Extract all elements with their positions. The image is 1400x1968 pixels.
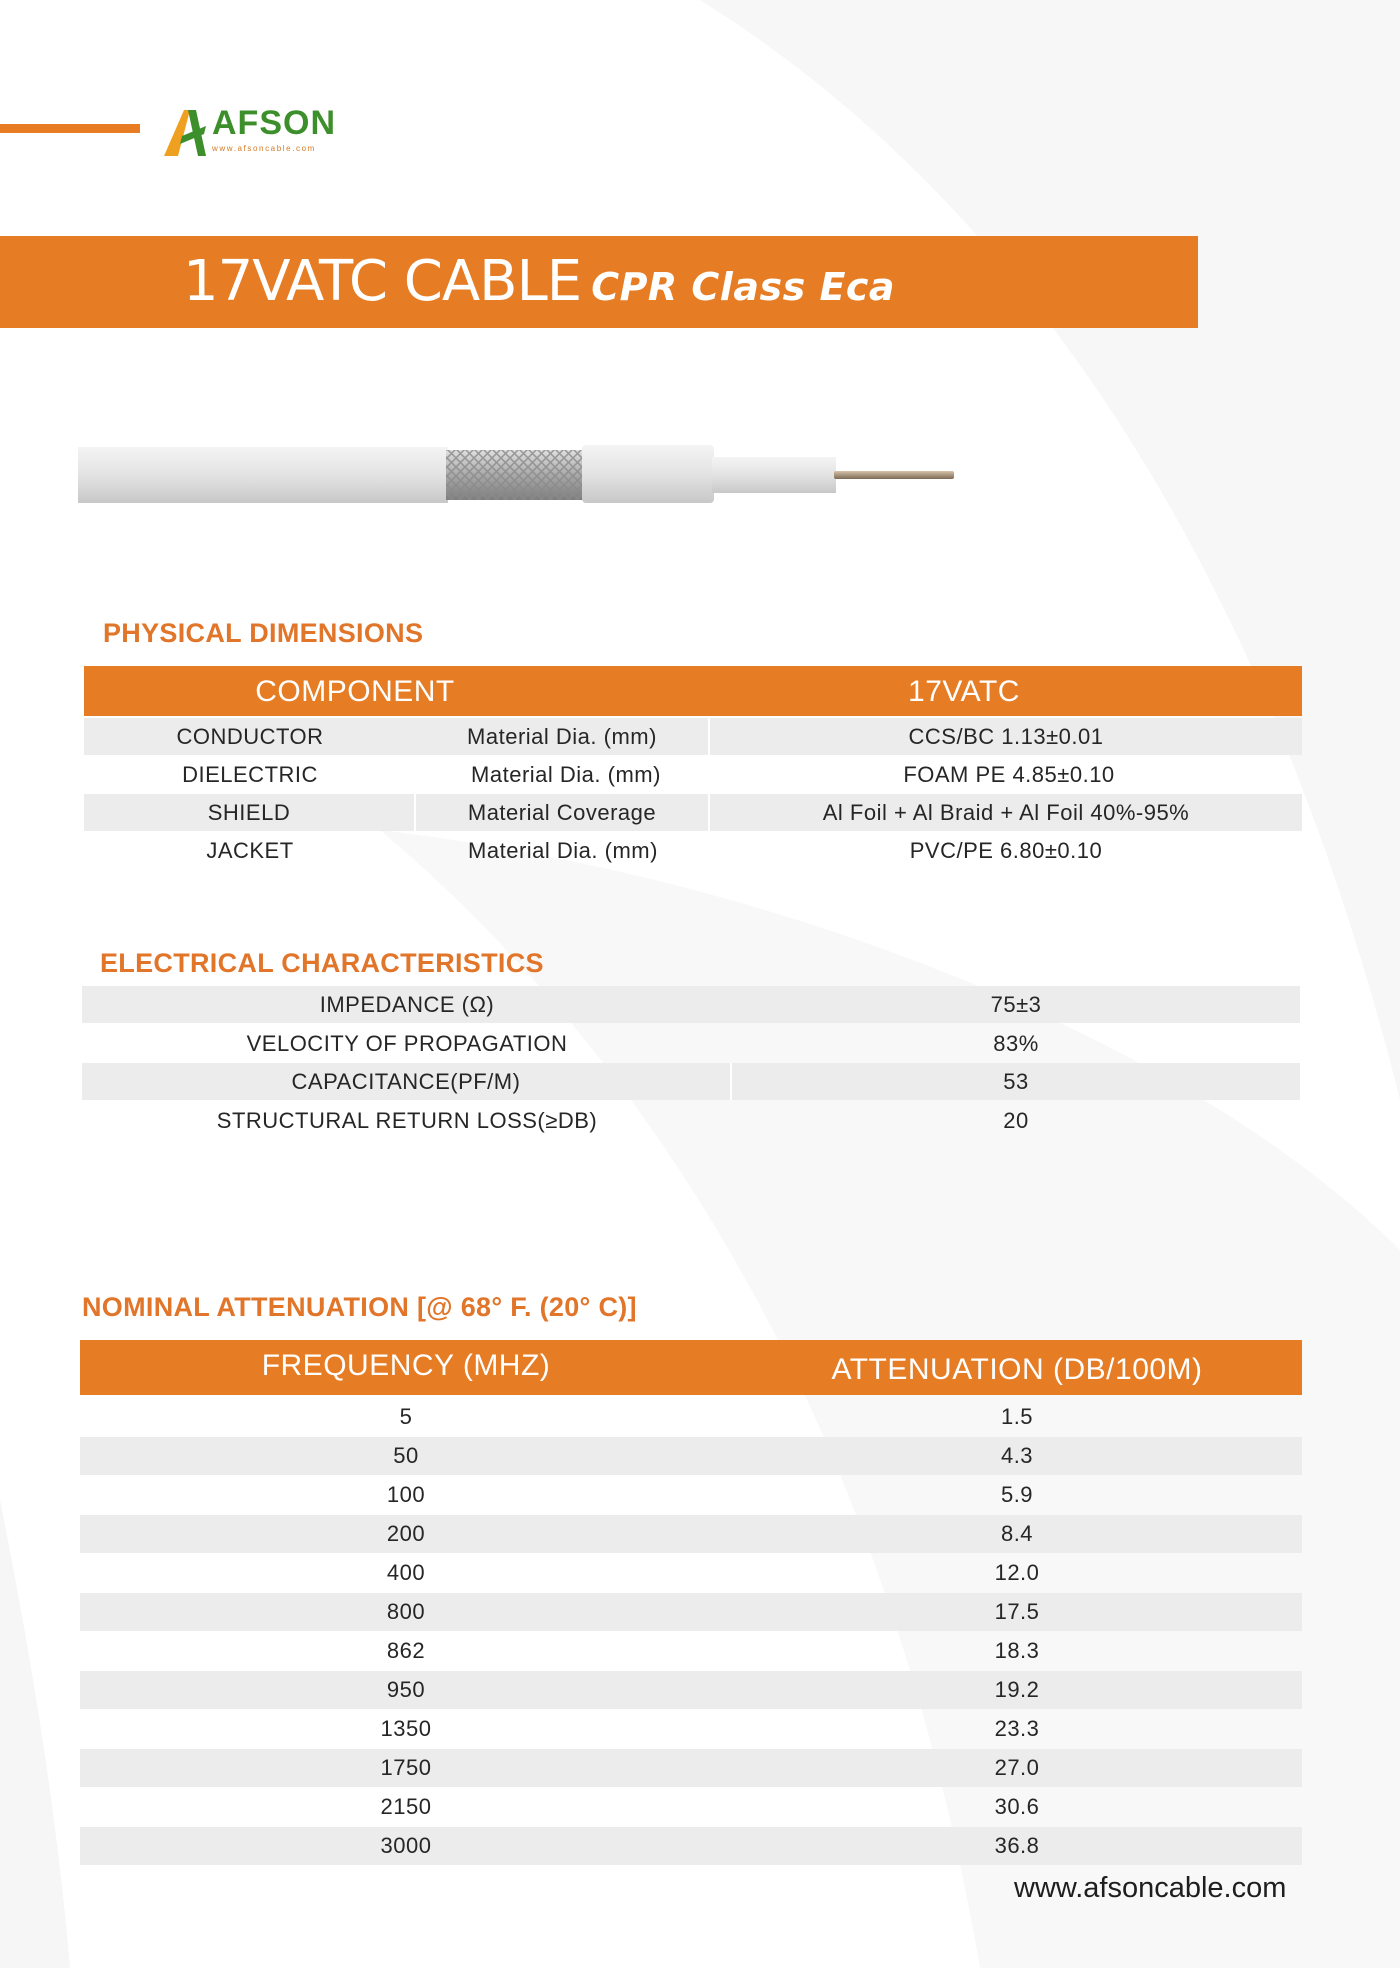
table-row — [80, 1398, 1302, 1436]
attenuation-value: 23.3 — [994, 1716, 1040, 1741]
frequency-value: 2150 — [380, 1794, 432, 1819]
table-row — [80, 1515, 1302, 1553]
frequency-value: 3000 — [380, 1833, 432, 1858]
table-row — [80, 1554, 1302, 1592]
product-name: 17VATC CABLE — [183, 249, 582, 314]
table-row — [84, 756, 1302, 793]
outer-jacket — [78, 447, 448, 503]
center-conductor — [834, 471, 954, 479]
table-row — [82, 1063, 1300, 1100]
table-row — [80, 1710, 1302, 1748]
component-value: FOAM PE 4.85±0.10 — [903, 761, 1115, 787]
brand-logo[interactable] — [160, 106, 336, 158]
physical-dimensions-title: PHYSICAL DIMENSIONS — [103, 618, 424, 648]
table-row — [80, 1671, 1302, 1709]
frequency-value: 862 — [386, 1638, 426, 1663]
logo-website: www.afsoncable.com — [212, 144, 316, 153]
nominal-attenuation-title: NOMINAL ATTENUATION [@ 68° F. (20° C)] — [82, 1292, 637, 1322]
table-row — [84, 794, 1302, 831]
component-property: Material Coverage — [416, 794, 710, 831]
table-row — [82, 1102, 1300, 1140]
component-property: Material Dia. (mm) — [471, 761, 661, 787]
table-row — [82, 986, 1300, 1023]
frequency-value: 950 — [386, 1677, 426, 1702]
frequency-value: 200 — [386, 1521, 426, 1546]
component-name: SHIELD — [84, 794, 416, 831]
table-row — [82, 1025, 1300, 1062]
attenuation-value: 8.4 — [1000, 1521, 1034, 1546]
table-row — [80, 1788, 1302, 1826]
electrical-value: 20 — [1003, 1108, 1029, 1133]
component-name: DIELECTRIC — [182, 761, 318, 787]
frequency-value: 1750 — [380, 1755, 432, 1780]
table-row — [80, 1476, 1302, 1514]
electrical-label: CAPACITANCE(PF/M) — [82, 1063, 732, 1100]
electrical-label: IMPEDANCE (Ω) — [319, 991, 495, 1017]
attenuation-value: 1.5 — [1000, 1404, 1034, 1429]
cable-image — [78, 440, 978, 510]
table-row — [80, 1632, 1302, 1670]
attenuation-value: 27.0 — [994, 1755, 1040, 1780]
header-attenuation: ATTENUATION (DB/100M) — [831, 1352, 1203, 1386]
footer-website[interactable]: www.afsoncable.com — [1014, 1872, 1287, 1904]
attenuation-value: 5.9 — [1000, 1482, 1034, 1507]
electrical-label: VELOCITY OF PROPAGATION — [246, 1030, 568, 1056]
table-row — [84, 718, 1302, 755]
component-property: Material Dia. (mm) — [416, 718, 710, 755]
electrical-value: 83% — [993, 1030, 1039, 1056]
frequency-value: 100 — [386, 1482, 426, 1507]
frequency-value: 400 — [386, 1560, 426, 1585]
attenuation-value: 17.5 — [994, 1599, 1040, 1624]
attenuation-value: 4.3 — [1000, 1443, 1034, 1468]
frequency-value: 50 — [393, 1443, 419, 1468]
table-row — [80, 1593, 1302, 1631]
attenuation-value: 36.8 — [994, 1833, 1040, 1858]
attenuation-table-header — [80, 1340, 1302, 1395]
table-row — [80, 1437, 1302, 1475]
cpr-class-subtitle: CPR Class Eca — [591, 265, 896, 309]
product-title — [183, 250, 895, 319]
dielectric — [712, 457, 836, 493]
jacket-segment — [582, 445, 714, 503]
electrical-value: 53 — [1003, 1068, 1029, 1094]
attenuation-value: 18.3 — [994, 1638, 1040, 1663]
logo-wordmark: AFSON — [212, 104, 336, 142]
title-banner — [0, 236, 1198, 328]
table-row — [80, 1749, 1302, 1787]
table-row — [84, 832, 1302, 870]
component-name: CONDUCTOR — [176, 723, 324, 749]
electrical-value: 75±3 — [990, 991, 1042, 1017]
component-value: Al Foil + Al Braid + Al Foil 40%-95% — [822, 799, 1190, 825]
electrical-characteristics-title: ELECTRICAL CHARACTERISTICS — [100, 948, 544, 978]
component-value: CCS/BC 1.13±0.01 — [908, 723, 1104, 749]
physical-table-header — [84, 666, 1302, 716]
attenuation-value: 30.6 — [994, 1794, 1040, 1819]
header-component: COMPONENT — [255, 675, 455, 708]
header-model: 17VATC — [908, 675, 1020, 708]
component-name: JACKET — [206, 838, 294, 863]
table-row — [80, 1827, 1302, 1865]
frequency-value: 800 — [386, 1599, 426, 1624]
attenuation-value: 12.0 — [994, 1560, 1040, 1585]
attenuation-value: 19.2 — [994, 1677, 1040, 1702]
afson-a-mark-icon — [160, 106, 210, 158]
electrical-label: STRUCTURAL RETURN LOSS(≥DB) — [216, 1108, 598, 1133]
frequency-value: 1350 — [380, 1716, 432, 1741]
frequency-value: 5 — [399, 1404, 413, 1429]
logo-accent-line — [0, 124, 140, 133]
header-frequency: FREQUENCY (MHZ) — [261, 1348, 551, 1382]
component-value: PVC/PE 6.80±0.10 — [909, 838, 1103, 863]
component-property: Material Dia. (mm) — [468, 838, 658, 863]
